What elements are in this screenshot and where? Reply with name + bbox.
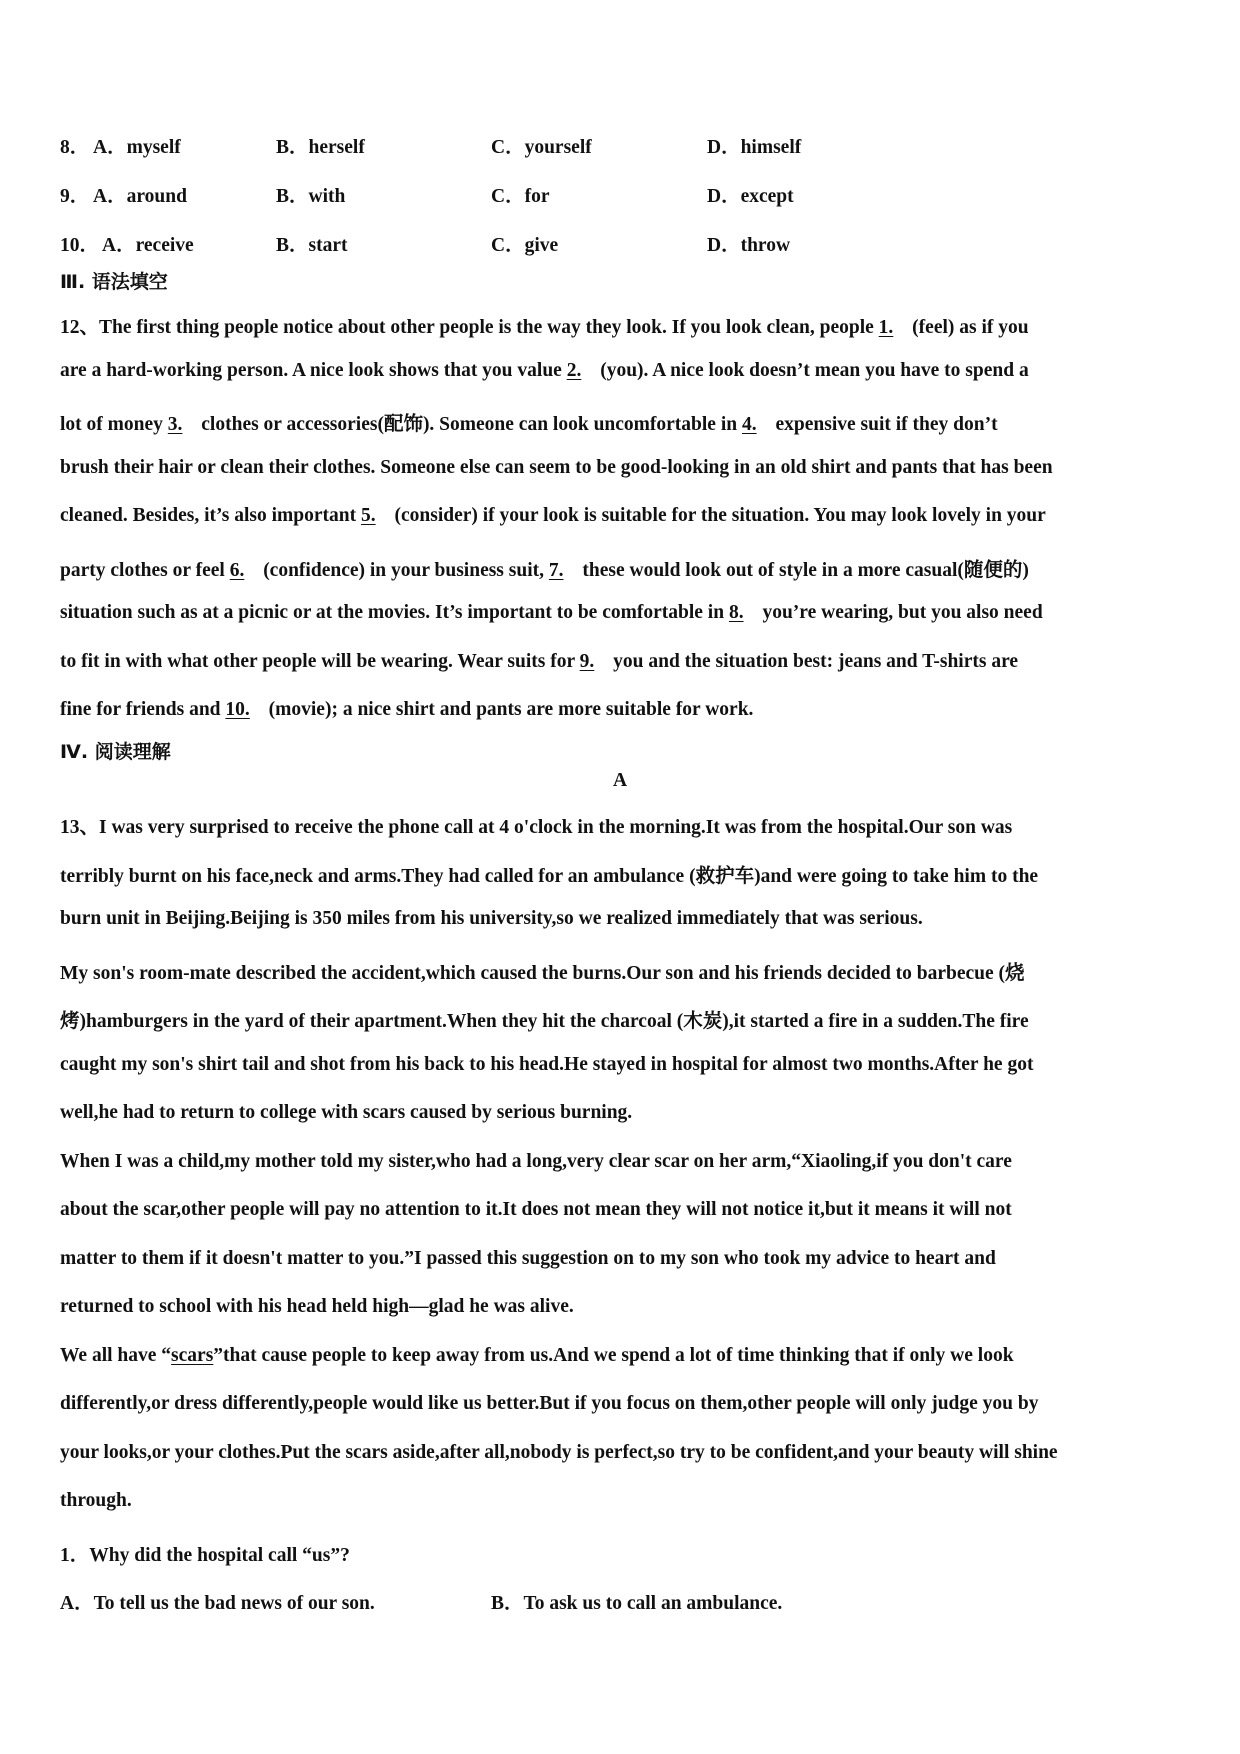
option-b: B．with bbox=[276, 186, 346, 207]
reading-line: burn unit in Beijing.Beijing is 350 miles from his university,so we realized immediately that was serious. bbox=[60, 908, 923, 929]
section-title-reading: Ⅳ. 阅读理解 bbox=[60, 741, 171, 763]
option-d: D．except bbox=[707, 186, 794, 207]
cloze-line: brush their hair or clean their clothes. Someone else can seem to be good-looking in an old shirt and pants that has been bbox=[60, 457, 1053, 478]
cloze-line: lot of money 3. clothes or accessories(配饰). Someone can look uncomfortable in 4. expensive suit if they don’t bbox=[60, 414, 998, 435]
reading-line: differently,or dress differently,people would like us better.But if you focus on them,other people will only judge you by bbox=[60, 1393, 1039, 1414]
cloze-line: are a hard-working person. A nice look shows that you value 2. (you). A nice look doesn’t mean you have to spend a bbox=[60, 360, 1029, 381]
option-d: D．himself bbox=[707, 137, 802, 158]
reading-line: 13、I was very surprised to receive the phone call at 4 o'clock in the morning.It was from the hospital.Our son was bbox=[60, 817, 1013, 838]
question-1-option-b: B．To ask us to call an ambulance. bbox=[491, 1593, 783, 1614]
reading-line: terribly burnt on his face,neck and arms.They had called for an ambulance (救护车)and were going to take him to the bbox=[60, 866, 1039, 887]
blank-1: 1. bbox=[878, 317, 894, 338]
blank-6: 6. bbox=[229, 560, 245, 581]
passage-label: A bbox=[612, 770, 628, 791]
cloze-line: situation such as at a picnic or at the movies. It’s important to be comfortable in 8. you’re wearing, but you also need bbox=[60, 602, 1043, 623]
option-c: C．give bbox=[491, 235, 559, 256]
blank-4: 4. bbox=[741, 414, 757, 435]
option-a: A．myself bbox=[93, 137, 181, 158]
cloze-line: party clothes or feel 6. (confidence) in your business suit, 7. these would look out of style in a more casual(随便的) bbox=[60, 560, 1029, 581]
blank-8: 8. bbox=[728, 602, 744, 623]
question-1-stem: 1．Why did the hospital call “us”? bbox=[60, 1545, 350, 1566]
option-a: A．around bbox=[93, 186, 187, 207]
question-number: 10． bbox=[60, 235, 100, 256]
cloze-line: to fit in with what other people will be wearing. Wear suits for 9. you and the situation best: jeans and T-shirts are bbox=[60, 651, 1019, 672]
cloze-line: fine for friends and 10. (movie); a nice shirt and pants are more suitable for work. bbox=[60, 699, 754, 720]
reading-line: matter to them if it doesn't matter to you.”I passed this suggestion on to my son who took my advice to heart and bbox=[60, 1248, 996, 1269]
blank-9: 9. bbox=[579, 651, 595, 672]
reading-line: 烤)hamburgers in the yard of their apartment.When they hit the charcoal (木炭),it started a fire in a sudden.The fire bbox=[60, 1011, 1029, 1032]
reading-line: My son's room-mate described the accident,which caused the burns.Our son and his friends decided to barbecue (烧 bbox=[60, 963, 1025, 984]
cloze-line: 12、The first thing people notice about other people is the way they look. If you look clean, people 1. (feel) as if you bbox=[60, 317, 1029, 338]
reading-line: When I was a child,my mother told my sister,who had a long,very clear scar on her arm,“Xiaoling,if you don't care bbox=[60, 1151, 1012, 1172]
section-title-grammar: Ⅲ. 语法填空 bbox=[60, 271, 168, 293]
option-d: D．throw bbox=[707, 235, 791, 256]
reading-line: caught my son's shirt tail and shot from his back to his head.He stayed in hospital for almost two months.After he got bbox=[60, 1054, 1034, 1075]
blank-2: 2. bbox=[566, 360, 582, 381]
reading-line: We all have “scars”that cause people to keep away from us.And we spend a lot of time thinking that if only we look bbox=[60, 1345, 1014, 1366]
underlined-word-scars: scars bbox=[171, 1345, 214, 1366]
cloze-line: cleaned. Besides, it’s also important 5. (consider) if your look is suitable for the situation. You may look lovely in your bbox=[60, 505, 1046, 526]
reading-line: well,he had to return to college with scars caused by serious burning. bbox=[60, 1102, 633, 1123]
reading-line: returned to school with his head held high—glad he was alive. bbox=[60, 1296, 574, 1317]
option-a: A．receive bbox=[102, 235, 194, 256]
reading-line: through. bbox=[60, 1490, 132, 1511]
reading-line: your looks,or your clothes.Put the scars aside,after all,nobody is perfect,so try to be confident,and your beauty will shine bbox=[60, 1442, 1058, 1463]
option-b: B．herself bbox=[276, 137, 365, 158]
question-1-option-a: A．To tell us the bad news of our son. bbox=[60, 1593, 375, 1614]
blank-3: 3. bbox=[167, 414, 183, 435]
blank-7: 7. bbox=[548, 560, 564, 581]
blank-5: 5. bbox=[360, 505, 376, 526]
reading-line: about the scar,other people will pay no attention to it.It does not mean they will not notice it,but it means it will not bbox=[60, 1199, 1012, 1220]
option-c: C．yourself bbox=[491, 137, 592, 158]
question-number: 9． bbox=[60, 186, 90, 207]
question-number: 8． bbox=[60, 137, 90, 158]
option-c: C．for bbox=[491, 186, 550, 207]
option-b: B．start bbox=[276, 235, 348, 256]
blank-10: 10. bbox=[225, 699, 250, 720]
